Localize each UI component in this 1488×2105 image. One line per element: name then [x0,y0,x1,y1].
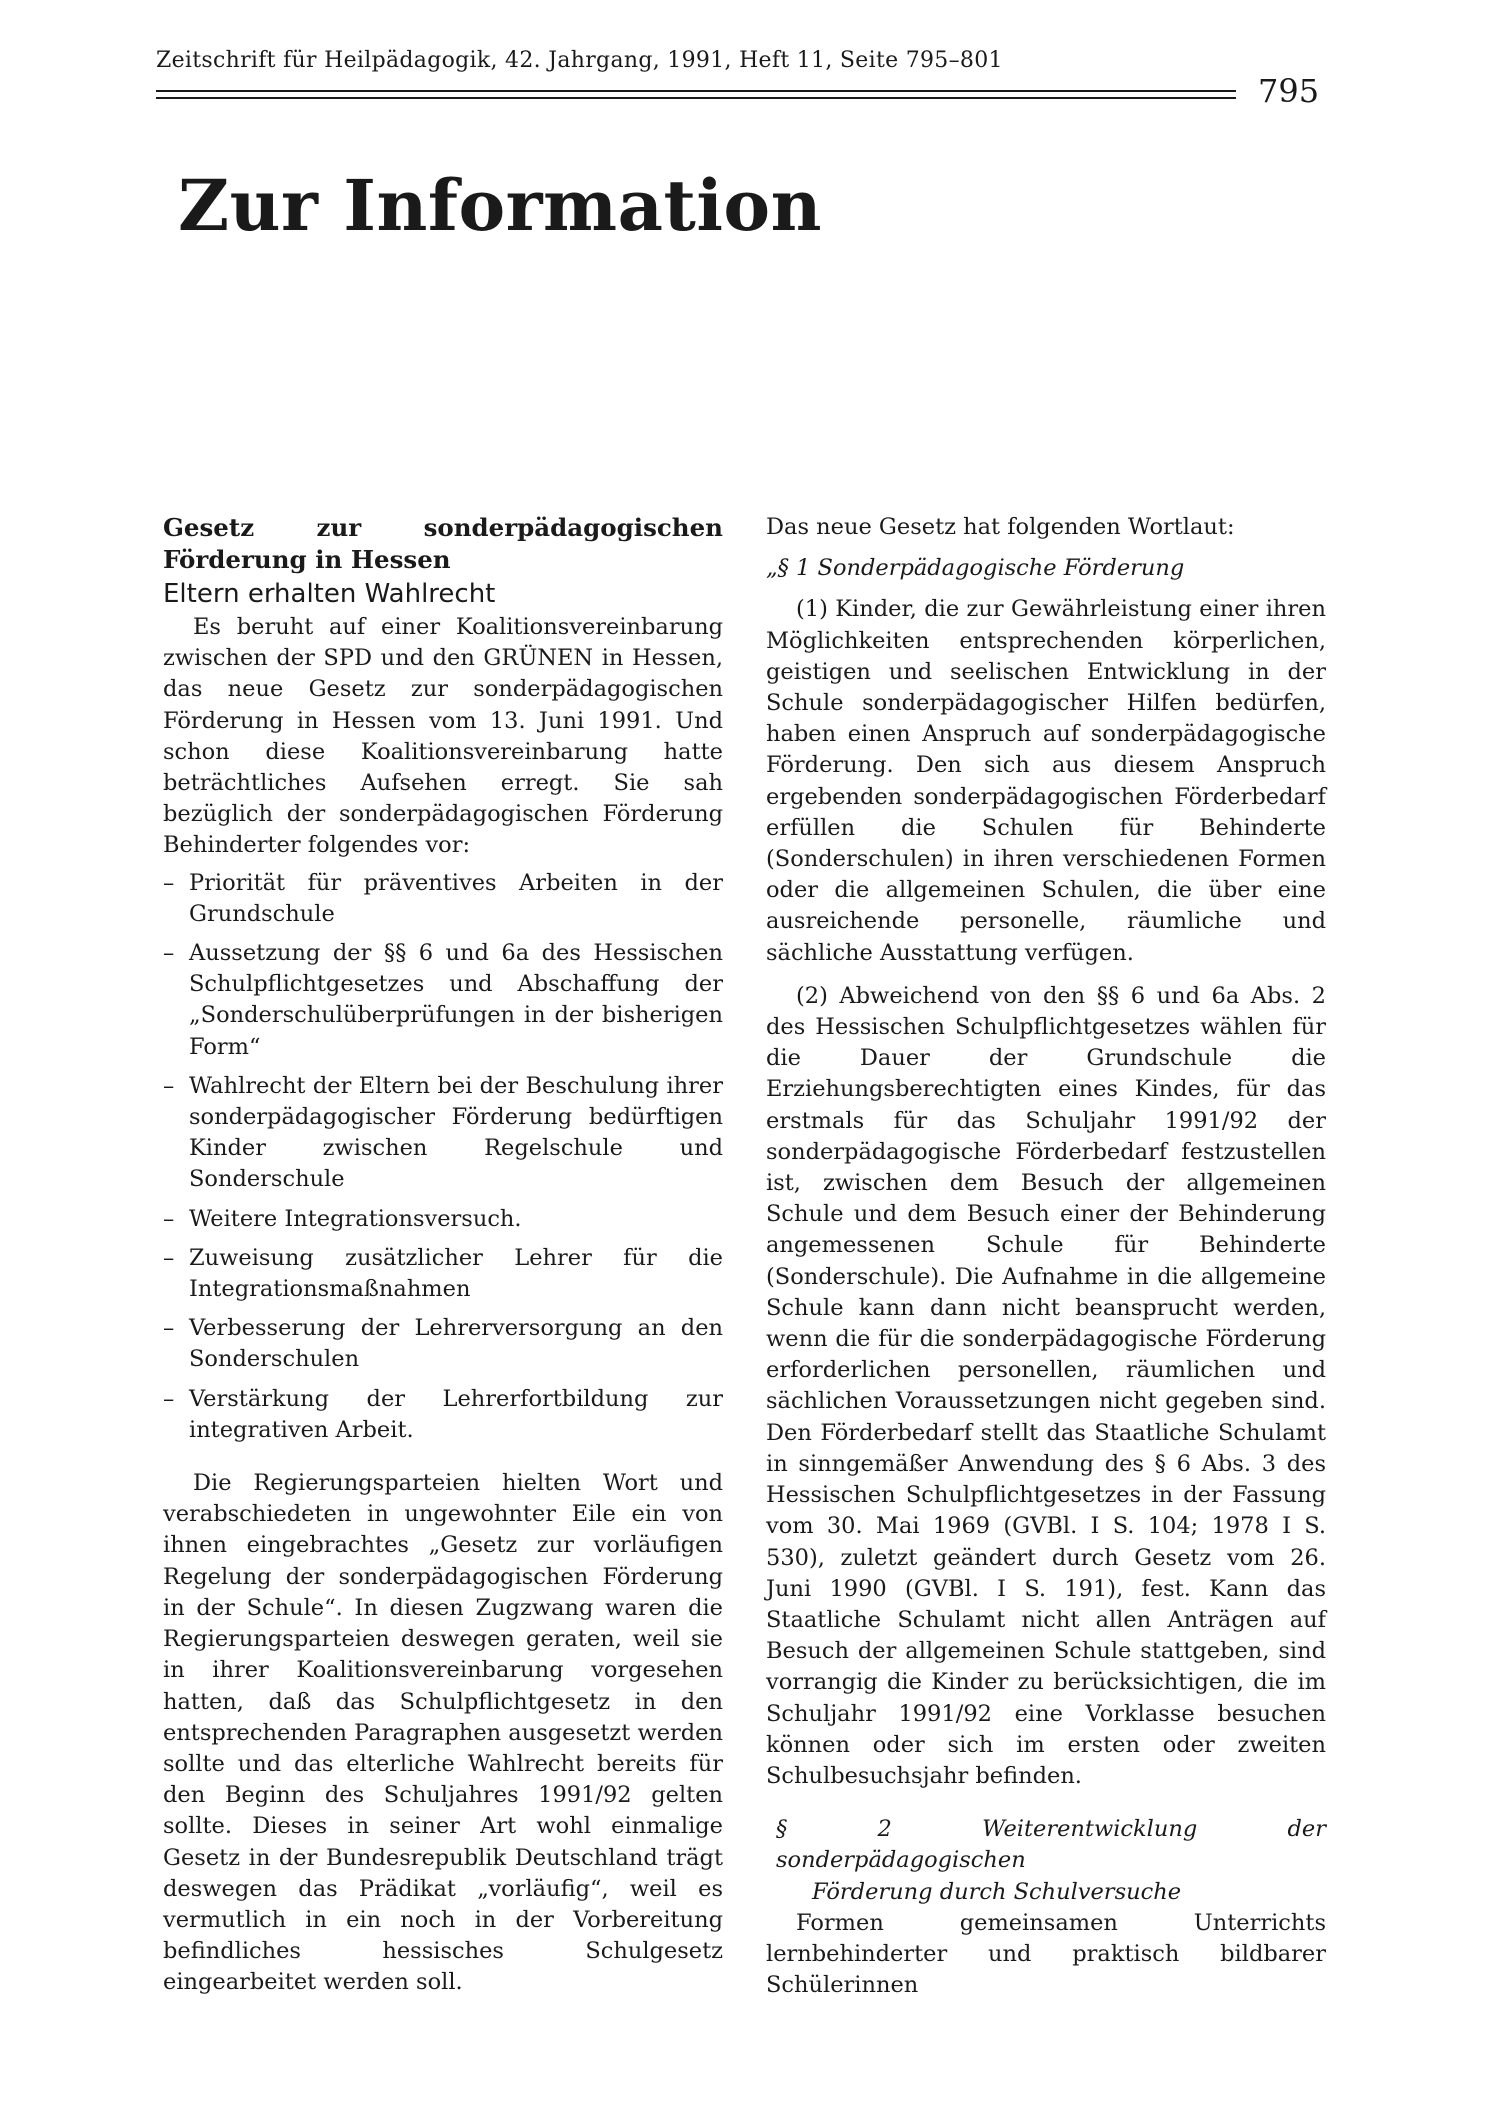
section-title: Zur Information [178,164,822,247]
list-item: – Priorität für präventives Arbeiten in der Grundschule [163,868,723,930]
left-column [163,512,723,1999]
list-item: – Wahlrecht der Eltern bei der Beschulung ihrer sonderpädagogischer Förderung bedürftigen Kinder zwischen Regelschule und Sonderschule [163,1071,723,1196]
right-column [766,512,1326,2001]
law-paragraph: (1) Kinder, die zur Gewährleistung einer ihren Möglichkeiten entsprechenden körperlichen, geistigen und seelischen Entwicklung in der Schule sonderpädagogischer Hilfen bedürfen, haben einen Anspruch auf sonderpädagogische Förderung. Den sich aus diesem Anspruch ergebenden sonderpädagogischen Förderbedarf erfüllen die Schulen für Behinderte (Sonderschulen) in ihren verschiedenen Formen oder die allgemeinen Schulen, die über eine ausreichende personelle, räumliche und sächliche Ausstattung verfügen. [766,596,1326,966]
law-paragraph: (2) Abweichend von den §§ 6 und 6a Abs. 2 des Hessischen Schulpflichtgesetzes wählen für die Dauer der Grundschule die Erziehungsberechtigten eines Kindes, für das erstmals für das Schuljahr 1991/92 der sonderpädagogische Förderbedarf festzustellen ist, zwischen dem Besuch der allgemeinen Schule und dem Besuch einer der Behinderung angemessenen Schule für Behinderte (Sonderschule). Die Aufnahme in die allgemeine Schule kann dann nicht beansprucht werden, wenn die für die sonderpädagogische Förderung erforderlichen personellen, räumlichen und sächlichen Voraussetzungen nicht gegeben sind. Den Förderbedarf stellt das Staatliche Schulamt in sinngemäßer Anwendung des § 6 Abs. 3 des Hessischen Schulpflichtgesetzes in der Fassung vom 30. Mai 1969 (GVBl. I S. 104; 1978 I S. 530), zuletzt geändert durch Gesetz vom 26. Juni 1990 (GVBl. I S. 191), fest. Kann das Staatliche Schulamt nicht allen Anträgen auf Besuch der allgemeinen Schule stattgeben, sind vorrangig die Kinder zu berücksichtigen, die im Schuljahr 1991/92 eine Vorklasse besuchen können oder sich im ersten oder zweiten Schulbesuchsjahr befinden. [766,982,1326,1789]
demands-list [163,868,723,1446]
article-paragraph: Die Regierungsparteien hielten Wort und verabschiedeten in ungewohnter Eile ein von ihnen eingebrachtes „Gesetz zur vorläufigen Regelung der sonderpädagogischen Förderung in der Schule“. In diesen Zugzwang waren die Regierungsparteien deswegen geraten, weil sie in ihrer Koalitionsvereinbarung vorgesehen hatten, daß das Schulpflichtgesetz in den entsprechenden Paragraphen ausgesetzt werden sollte und das elterliche Wahlrecht bereits für den Beginn des Schuljahres 1991/92 gelten sollte. Dieses in seiner Art wohl einmalige Gesetz in der Bundesrepublik Deutschland trägt deswegen das Prädikat „vorläufig“, weil es vermutlich in ein noch in der Vorbereitung befindliches hessisches Schulgesetz eingearbeitet werden soll. [163,1470,723,1996]
header-rule [156,90,1236,92]
law-section-title: „§ 1 Sonderpädagogische Förderung [766,555,1185,582]
page-number: 795 [1258,72,1320,110]
law-section-title [766,1814,1326,1908]
list-item: – Verbesserung der Lehrerversorgung an den Sonderschulen [163,1313,723,1375]
section-title-line: § 2 Weiterentwicklung der sonderpädagogischen [776,1816,1326,1874]
running-head: Zeitschrift für Heilpädagogik, 42. Jahrgang, 1991, Heft 11, Seite 795–801 [156,48,1003,73]
list-item: – Aussetzung der §§ 6 und 6a des Hessischen Schulpflichtgesetzes und Abschaffung der „Sonderschulüberprüfungen in der bisherigen Form“ [163,938,723,1063]
article-heading: Gesetz zur sonderpädagogischen Förderung in Hessen [163,513,723,574]
article-subheading: Eltern erhalten Wahlrecht [163,579,496,609]
list-item: – Weitere Integrationsversuch. [163,1204,723,1235]
law-intro: Das neue Gesetz hat folgenden Wortlaut: [766,514,1235,540]
section-title-line: Förderung durch Schulversuche [812,1878,1182,1905]
header-rule [156,97,1236,99]
law-paragraph: Formen gemeinsamen Unterrichts lernbehinderter und praktisch bildbarer Schülerinnen [766,1909,1326,1999]
article-intro-paragraph: Es beruht auf einer Koalitionsvereinbarung zwischen der SPD und den GRÜNEN in Hessen, das neue Gesetz zur sonderpädagogischen Förderung in Hessen vom 13. Juni 1991. Und schon diese Koalitionsvereinbarung hatte beträchtliches Aufsehen erregt. Sie sah bezüglich der sonderpädagogischen Förderung Behinderter folgendes vor: [163,614,723,859]
list-item: – Verstärkung der Lehrerfortbildung zur integrativen Arbeit. [163,1384,723,1446]
list-item: – Zuweisung zusätzlicher Lehrer für die Integrationsmaßnahmen [163,1243,723,1305]
